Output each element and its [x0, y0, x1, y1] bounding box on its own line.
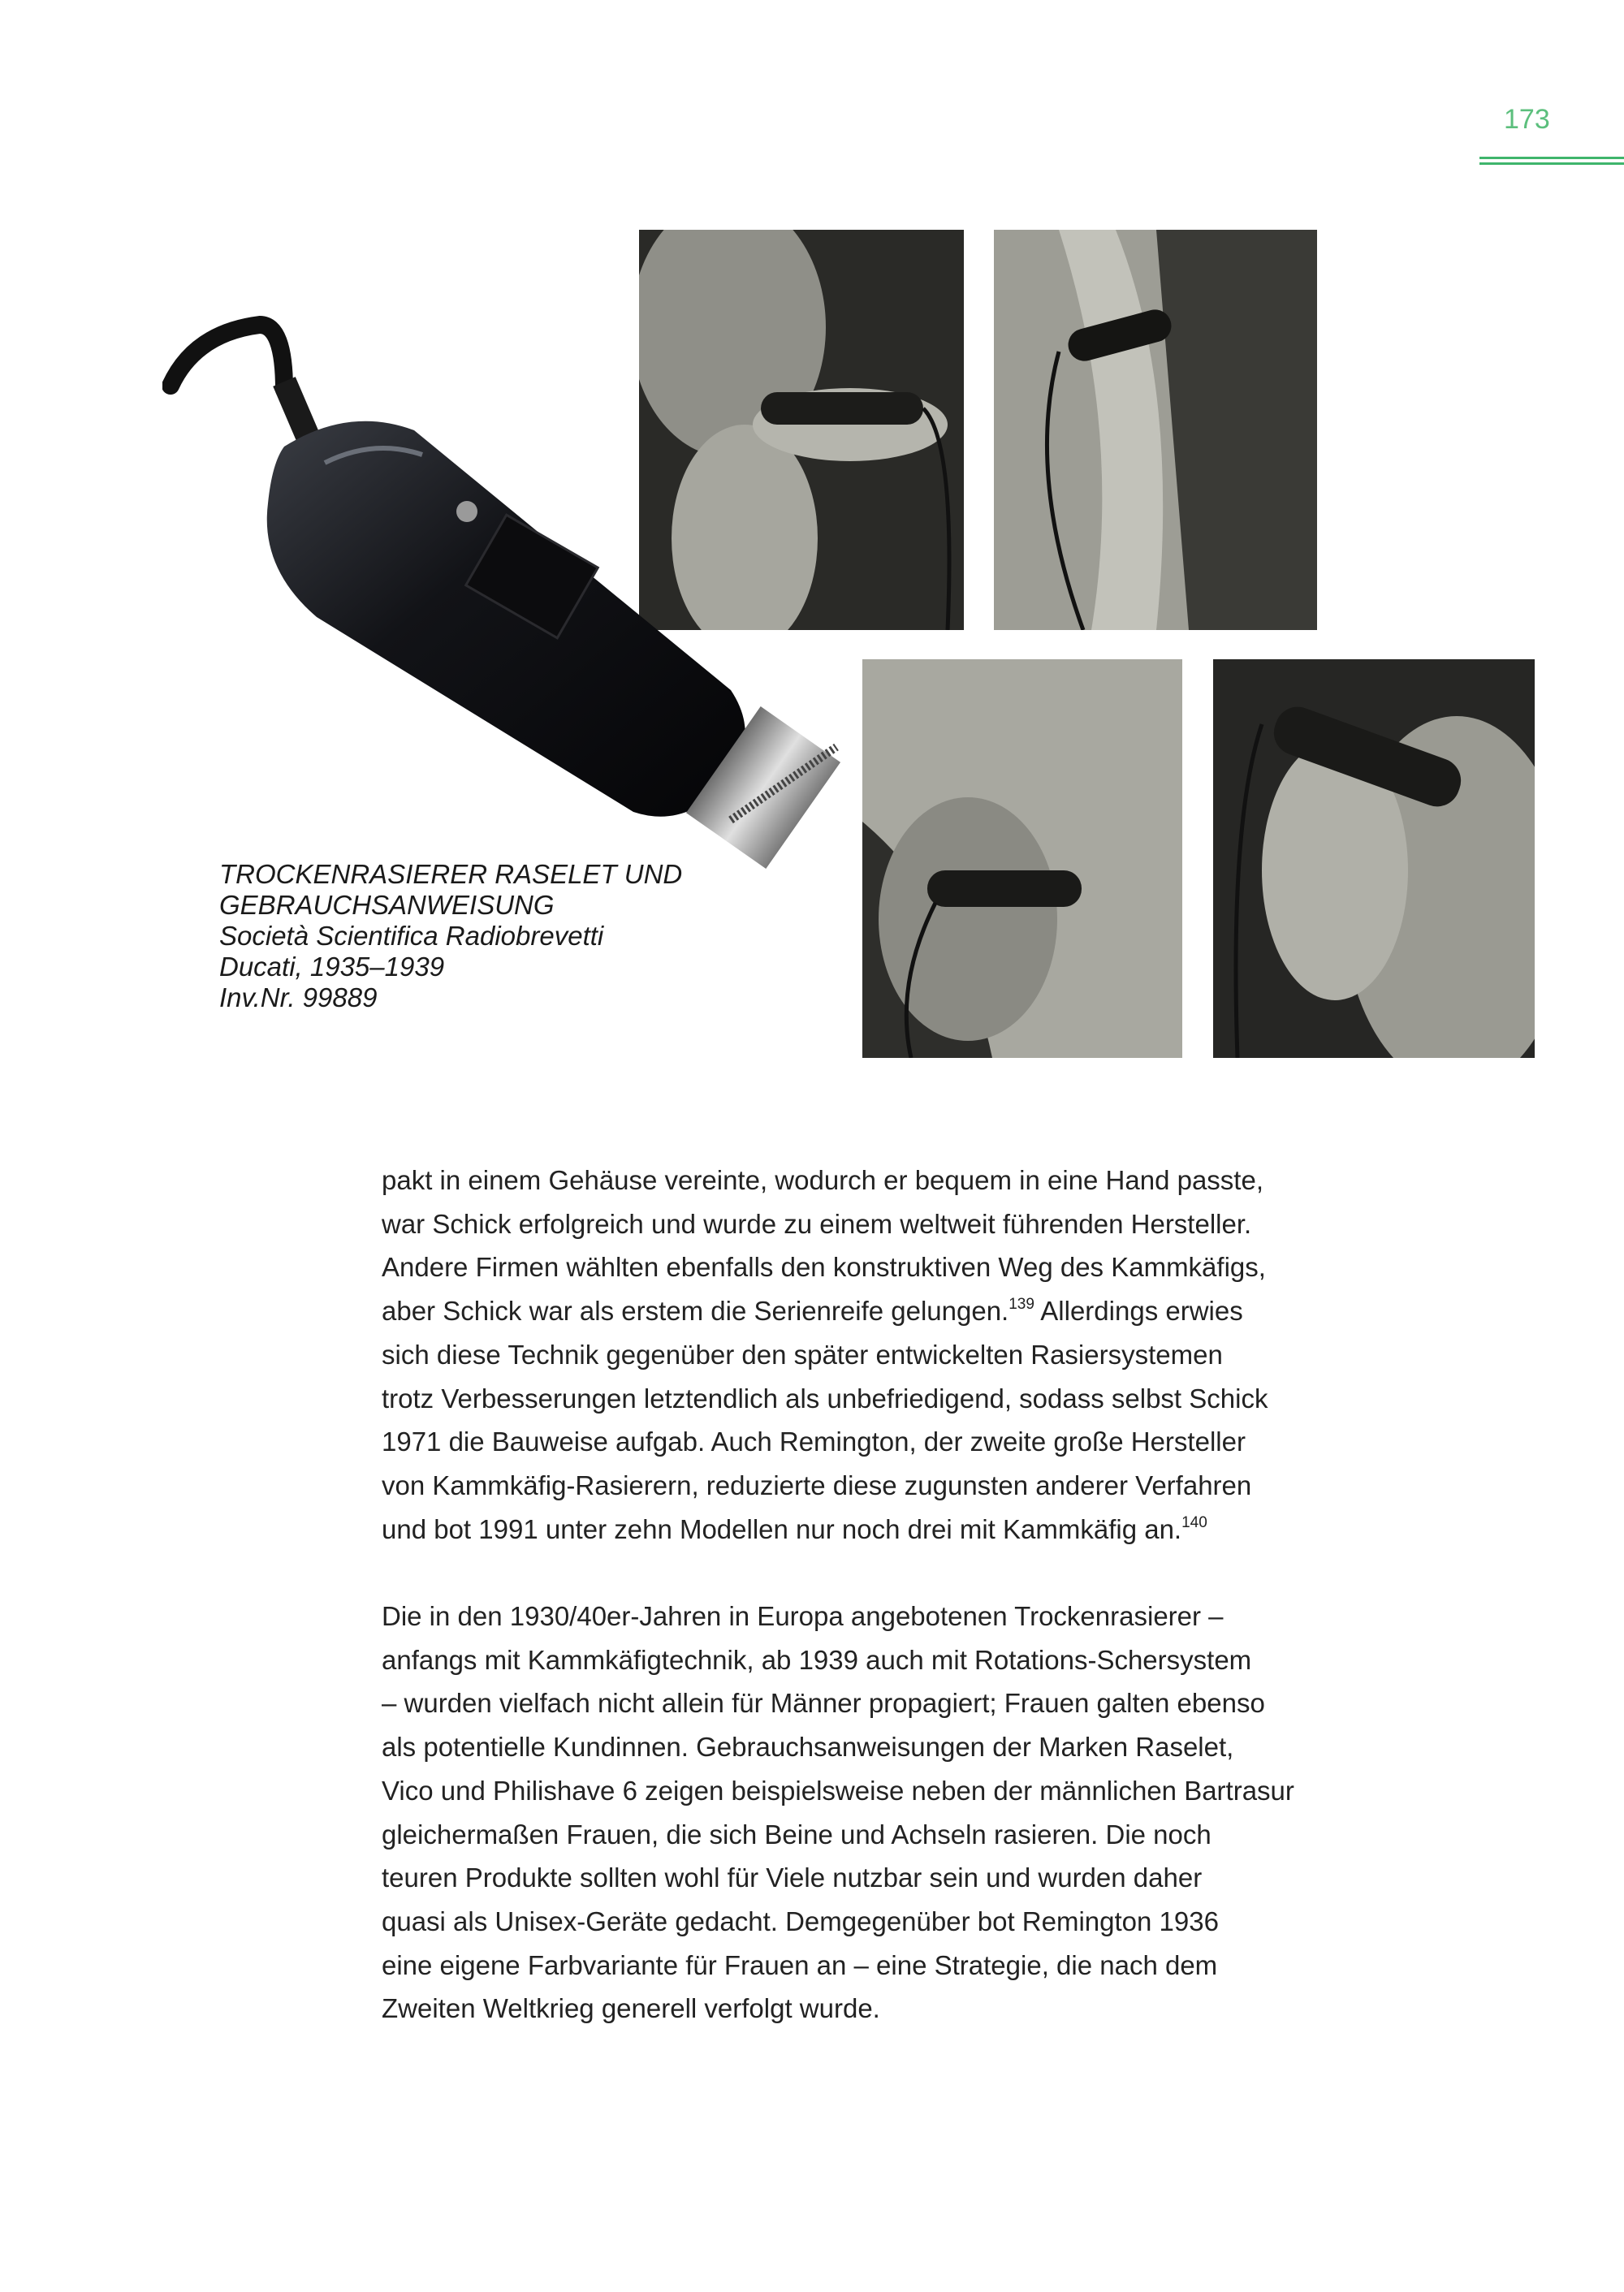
caption-date: Ducati, 1935–1939 [219, 952, 445, 982]
text-line [382, 1681, 1294, 1725]
paragraph [382, 1595, 1294, 2031]
text-segment: – wurden vielfach nicht allein für Männer propagiert; Frauen galten ebenso [382, 1688, 1265, 1719]
text-segment: als potentielle Kundinnen. Gebrauchsanweisungen der Marken Raselet, [382, 1732, 1234, 1763]
text-line [382, 1769, 1294, 1813]
text-line [382, 1333, 1294, 1377]
manual-photo-armpit [862, 659, 1182, 1058]
text-segment: und bot 1991 unter zehn Modellen nur noch drei mit Kammkäfig an. [382, 1513, 1182, 1544]
text-segment: trotz Verbesserungen letztendlich als unbefriedigend, sodass selbst Schick [382, 1383, 1268, 1414]
text-line [382, 1289, 1294, 1333]
text-line [382, 1856, 1294, 1900]
text-segment: aber Schick war als erstem die Serienreife gelungen. [382, 1296, 1009, 1327]
text-line [382, 1377, 1294, 1421]
manual-photo-neck [1213, 659, 1535, 1058]
header-rule [1479, 162, 1624, 165]
text-line [382, 1464, 1294, 1508]
image-caption [219, 859, 682, 1013]
text-segment: war Schick erfolgreich und wurde zu einem weltweit führenden Hersteller. [382, 1208, 1252, 1239]
header-rule [1479, 157, 1624, 159]
text-segment: pakt in einem Gehäuse vereinte, wodurch er bequem in eine Hand passte, [382, 1165, 1263, 1195]
text-segment: 1971 die Bauweise aufgab. Auch Remington, der zweite große Hersteller [382, 1427, 1246, 1457]
text-line [382, 1944, 1294, 1988]
text-segment: quasi als Unisex-Geräte gedacht. Demgegenüber bot Remington 1936 [382, 1906, 1219, 1936]
text-line [382, 1202, 1294, 1246]
text-line [382, 1987, 1294, 2031]
razor-photo [162, 300, 909, 901]
text-segment: teuren Produkte sollten wohl für Viele nutzbar sein und wurden daher [382, 1863, 1203, 1893]
text-segment: anfangs mit Kammkäfigtechnik, ab 1939 auch mit Rotations-Schersystem [382, 1644, 1252, 1675]
caption-title-line: GEBRAUCHSANWEISUNG [219, 890, 555, 920]
text-line [382, 1159, 1294, 1202]
text-segment: Zweiten Weltkrieg generell verfolgt wurde. [382, 1993, 880, 2024]
text-line [382, 1813, 1294, 1857]
paragraph [382, 1159, 1294, 1551]
text-line [382, 1245, 1294, 1289]
text-segment: von Kammkäfig-Rasierern, reduzierte diese zugunsten anderer Verfahren [382, 1470, 1252, 1500]
caption-maker: Società Scientifica Radiobrevetti [219, 921, 604, 951]
text-segment: gleichermaßen Frauen, die sich Beine und Achseln rasieren. Die noch [382, 1819, 1212, 1850]
footnote-reference[interactable]: 140 [1181, 1513, 1207, 1531]
body-text [382, 1159, 1294, 2031]
text-line [382, 1508, 1294, 1552]
manual-photo-leg [994, 230, 1317, 630]
caption-inventory: Inv.Nr. 99889 [219, 982, 378, 1012]
footnote-reference[interactable]: 139 [1009, 1296, 1034, 1314]
text-line [382, 1900, 1294, 1944]
text-segment: Vico und Philishave 6 zeigen beispielsweise neben der männlichen Bartrasur [382, 1775, 1294, 1806]
text-segment: Andere Firmen wählten ebenfalls den konstruktiven Weg des Kammkäfigs, [382, 1252, 1266, 1283]
text-segment: sich diese Technik gegenüber den später entwickelten Rasiersystemen [382, 1339, 1223, 1370]
text-segment: Allerdings erwies [1034, 1296, 1243, 1327]
caption-title-line: TROCKENRASIERER RASELET UND [219, 859, 683, 889]
text-line [382, 1638, 1294, 1682]
text-line [382, 1595, 1294, 1638]
page-number: 173 [1504, 104, 1550, 135]
text-line [382, 1420, 1294, 1464]
text-segment: eine eigene Farbvariante für Frauen an – eine Strategie, die nach dem [382, 1949, 1218, 1980]
text-line [382, 1725, 1294, 1769]
text-segment: Die in den 1930/40er-Jahren in Europa angebotenen Trockenrasierer – [382, 1601, 1224, 1632]
